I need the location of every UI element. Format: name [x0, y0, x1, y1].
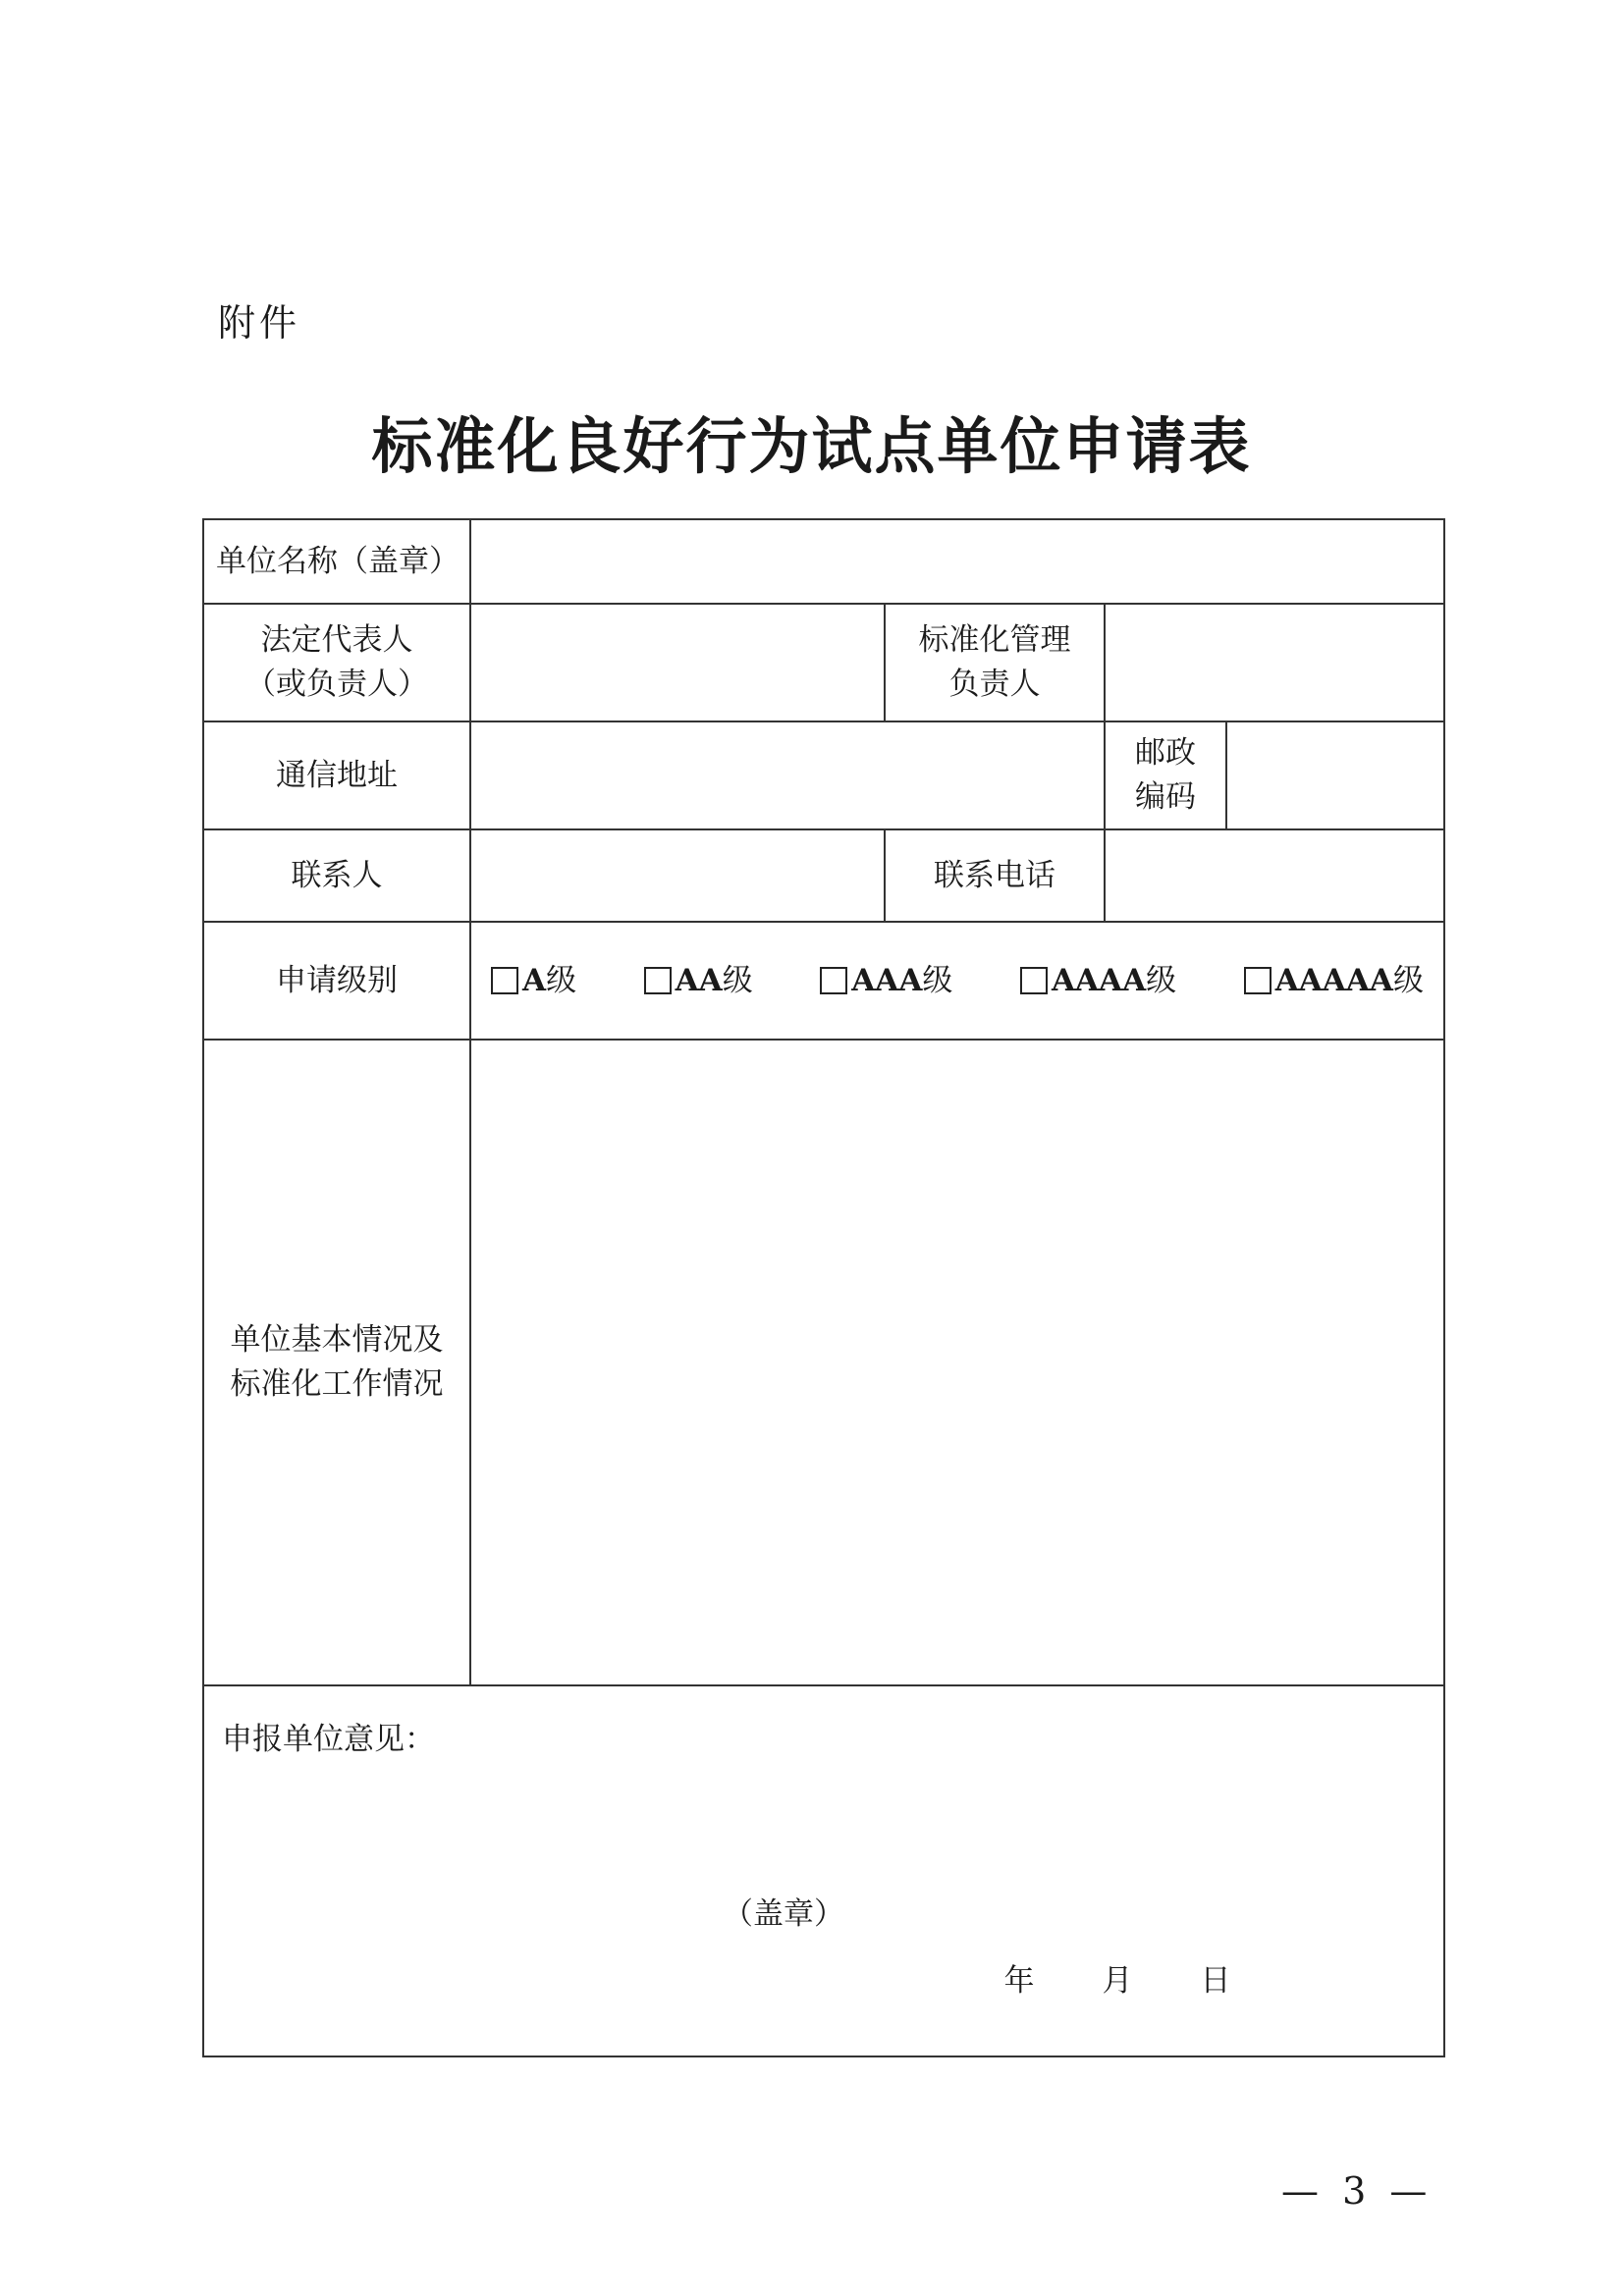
level-suffix-aaa: 级: [922, 962, 953, 998]
attachment-label: 附件: [218, 301, 301, 345]
date-line: [970, 1959, 1265, 2003]
unit-name-field[interactable]: [470, 519, 1444, 604]
row-basic-info: [203, 1040, 1444, 1685]
seal-note: （盖章）: [723, 1896, 844, 1932]
level-option-aaa[interactable]: [820, 959, 952, 1003]
legal-rep-label-line1: 法定代表人: [260, 622, 413, 659]
row-address: [203, 721, 1444, 829]
page-title: 标准化良好行为试点单位申请表: [371, 410, 1252, 482]
page-number: — 3 —: [1281, 2169, 1434, 2213]
level-options-cell: [470, 922, 1444, 1040]
address-field[interactable]: [470, 721, 1105, 829]
phone-field[interactable]: [1105, 829, 1444, 922]
row-opinion: [203, 1685, 1444, 2056]
std-manager-field[interactable]: [1105, 604, 1444, 721]
row-level: [203, 922, 1444, 1040]
level-option-a[interactable]: [491, 959, 576, 1003]
postcode-label-line1: 邮政: [1135, 735, 1196, 772]
level-code-aaaa: AAAA: [1051, 962, 1147, 998]
opinion-label: 申报单位意见：: [222, 1722, 435, 1757]
level-suffix-aa: 级: [722, 962, 753, 998]
date-month: 月: [1102, 1963, 1133, 1999]
application-form-table: [202, 518, 1445, 2057]
checkbox-aaaa[interactable]: [1020, 967, 1048, 994]
postcode-label-line2: 编码: [1135, 779, 1196, 815]
postcode-field[interactable]: [1226, 721, 1444, 829]
level-label: 申请级别: [203, 922, 470, 1040]
basic-info-label: [203, 1040, 470, 1685]
contact-field[interactable]: [470, 829, 885, 922]
level-suffix-aaaa: 级: [1146, 962, 1177, 998]
level-code-a: A: [522, 962, 547, 998]
std-manager-label: [885, 604, 1105, 721]
legal-rep-label: [203, 604, 470, 721]
checkbox-aaaaa[interactable]: [1244, 967, 1271, 994]
level-code-aa: AA: [675, 962, 723, 998]
address-label: 通信地址: [203, 721, 470, 829]
row-contact: [203, 829, 1444, 922]
level-options: [483, 959, 1432, 1003]
level-option-aaaa[interactable]: [1020, 959, 1176, 1003]
basic-info-label-line1: 单位基本情况及: [230, 1322, 444, 1359]
level-suffix-aaaaa: 级: [1392, 962, 1424, 998]
postcode-label: [1105, 721, 1226, 829]
std-manager-label-line1: 标准化管理: [918, 622, 1071, 659]
date-day: 日: [1200, 1963, 1231, 1999]
legal-rep-label-line2: （或负责人）: [245, 667, 428, 702]
date-year: 年: [1003, 1963, 1035, 1999]
level-code-aaaaa: AAAAA: [1274, 962, 1393, 998]
std-manager-label-line2: 负责人: [948, 667, 1041, 702]
checkbox-a[interactable]: [491, 967, 518, 994]
checkbox-aa[interactable]: [644, 967, 672, 994]
opinion-field[interactable]: [203, 1685, 1444, 2056]
legal-rep-field[interactable]: [470, 604, 885, 721]
level-suffix-a: 级: [546, 962, 577, 998]
level-option-aa[interactable]: [644, 959, 753, 1003]
row-representatives: [203, 604, 1444, 721]
level-code-aaa: AAA: [851, 962, 923, 998]
contact-label: 联系人: [203, 829, 470, 922]
level-option-aaaaa[interactable]: [1244, 959, 1424, 1003]
checkbox-aaa[interactable]: [820, 967, 847, 994]
basic-info-field[interactable]: [470, 1040, 1444, 1685]
row-unit-name: [203, 519, 1444, 604]
phone-label: 联系电话: [885, 829, 1105, 922]
unit-name-label: 单位名称（盖章）: [203, 519, 470, 604]
basic-info-label-line2: 标准化工作情况: [230, 1366, 444, 1402]
